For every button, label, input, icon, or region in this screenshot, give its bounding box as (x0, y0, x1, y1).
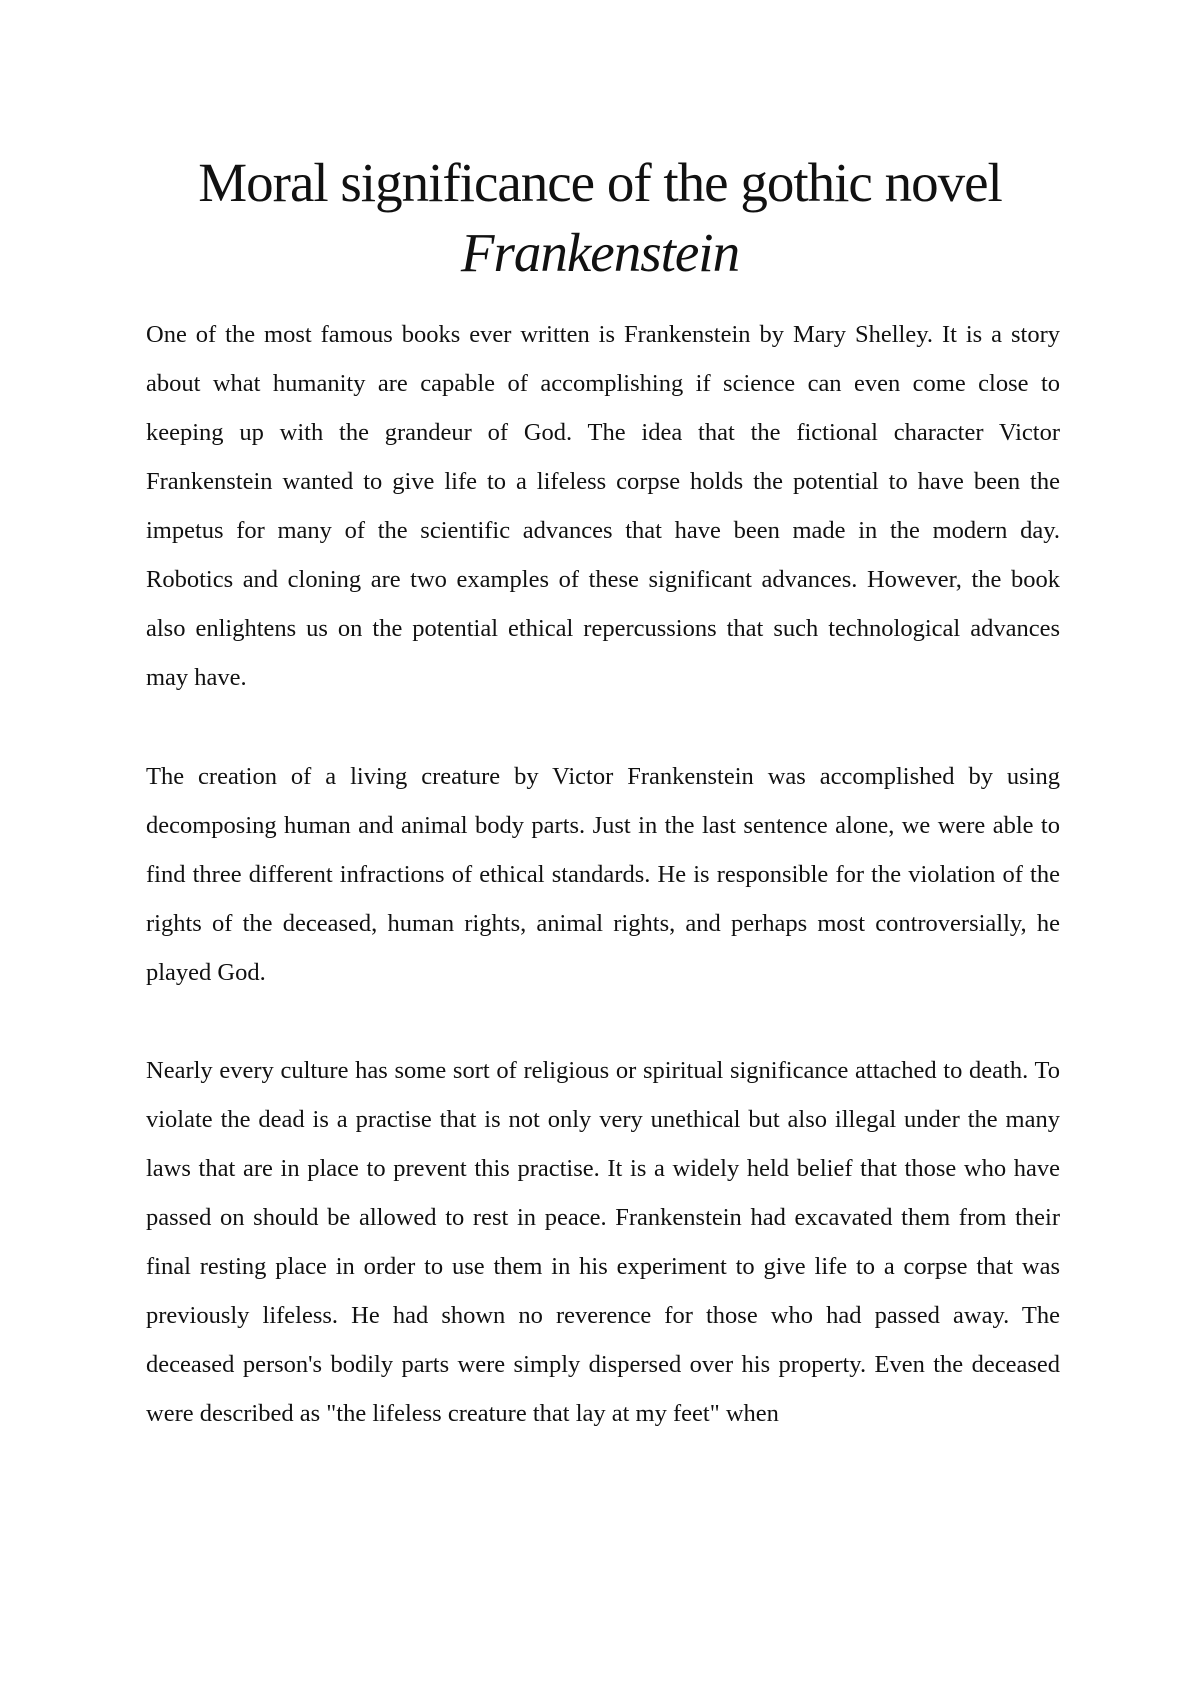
title-line-book-name: Frankenstein (460, 222, 740, 283)
title-line-main: Moral significance of the gothic novel (198, 152, 1002, 213)
paragraph-introduction: One of the most famous books ever written is Frankenstein by Mary Shelley. It is a story about what humanity are capable of accomplishing if science can even come close to keeping up with the grandeur of God. The idea that the fictional character Victor Frankenstein wanted to give life to a lifeless corpse holds the potential to have been the impetus for many of the scientific advances that have been made in the modern day. Robotics and cloning are two examples of these significant advances. However, the book also enlightens us on the potential ethical repercussions that such technological advances may have. (146, 321, 1060, 691)
paragraph-creation: The creation of a living creature by Victor Frankenstein was accomplished by using decomposing human and animal body parts. Just in the last sentence alone, we were able to find three different infractions of ethical standards. He is responsible for the violation of the rights of the deceased, human rights, animal rights, and perhaps most controversially, he played God. (146, 763, 1060, 986)
document-title (100, 148, 1100, 288)
paragraph-death-significance: Nearly every culture has some sort of religious or spiritual significance attached to death. To violate the dead is a practise that is not only very unethical but also illegal under the many laws that are in place to prevent this practise. It is a widely held belief that those who have passed on should be allowed to rest in peace. Frankenstein had excavated them from their final resting place in order to use them in his experiment to give life to a corpse that was previously lifeless. He had shown no reverence for those who had passed away. The deceased person's bodily parts were simply dispersed over his property. Even the deceased were described as "the lifeless creature that lay at my feet" when (146, 1057, 1060, 1427)
